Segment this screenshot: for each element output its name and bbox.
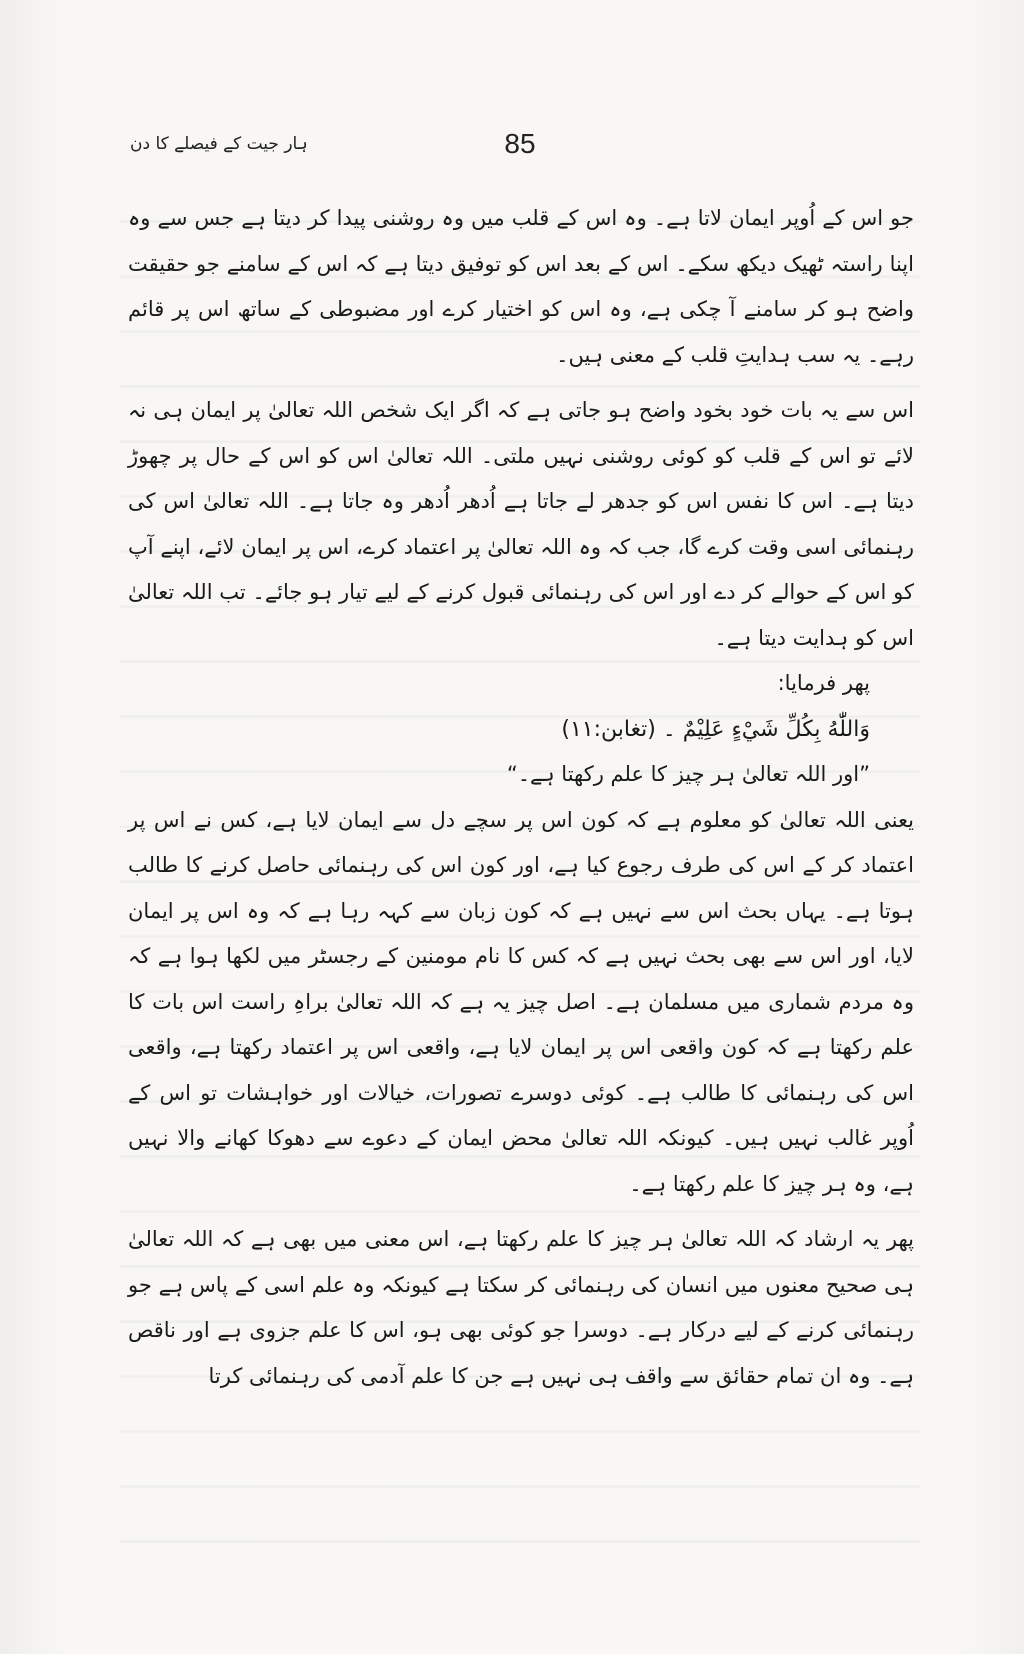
page-number: 85 [504, 128, 536, 159]
running-header [130, 128, 910, 168]
quran-verse: وَاللّٰهُ بِكُلِّ شَيْءٍ عَلِيْمٌ ۔ (تغابن:۱۱) [561, 716, 870, 742]
paragraph-2: اس سے یہ بات خود بخود واضح ہو جاتی ہے کہ اگر ایک شخص اللہ تعالیٰ پر ایمان ہی نہ لائے تو اس کے قلب کو کوئی روشنی نہیں ملتی۔ اللہ تعالیٰ اس کو اس کے حال پر چھوڑ دیتا ہے۔ اس کا نفس اس کو جدھر لے جاتا ہے اُدھر اُدھر وہ جاتا ہے۔ اللہ تعالیٰ اس کی رہنمائی اسی وقت کرے گا، جب کہ وہ اللہ تعالیٰ پر اعتماد کرے، اس پر ایمان لائے، اپنے آپ کو اس کے حوالے کر دے اور اس کی رہنمائی قبول کرنے کے لیے تیار ہو جائے۔ تب اللہ تعالیٰ اس کو ہدایت دیتا ہے۔ [128, 398, 914, 650]
quote-block [128, 661, 914, 798]
body-text [128, 196, 914, 1399]
paragraph-3: یعنی اللہ تعالیٰ کو معلوم ہے کہ کون اس پر سچے دل سے ایمان لایا ہے، کس نے اس پر اعتماد کر کے اس کی طرف رجوع کیا ہے، اور کون اس کی رہنمائی حاصل کرنے کا طالب ہوتا ہے۔ یہاں بحث اس سے نہیں ہے کہ کون زبان سے کہہ رہا ہے کہ وہ اس پر ایمان لایا، اور اس سے بھی بحث نہیں ہے کہ کس کا نام مومنین کے رجسٹر میں لکھا ہوا ہے کہ وہ مردم شماری میں مسلمان ہے۔ اصل چیز یہ ہے کہ اللہ تعالیٰ براہِ راست اس بات کا علم رکھتا ہے کہ کون واقعی اس پر ایمان لایا ہے، واقعی اس پر اعتماد رکھتا ہے، واقعی اس کی رہنمائی کا طالب ہے۔ کوئی دوسرے تصورات، خیالات اور خواہشات تو اس کے اُوپر غالب نہیں ہیں۔ کیونکہ اللہ تعالیٰ محض ایمان کے دعوے سے دھوکا کھانے والا نہیں ہے، وہ ہر چیز کا علم رکھتا ہے۔ [128, 807, 914, 1196]
paragraph-4: پھر یہ ارشاد کہ اللہ تعالیٰ ہر چیز کا علم رکھتا ہے، اس معنی میں بھی ہے کہ اللہ تعالیٰ ہی صحیح معنوں میں انسان کی رہنمائی کر سکتا ہے کیونکہ وہ علم اسی کے پاس ہے جو رہنمائی کرنے کے لیے درکار ہے۔ دوسرا جو کوئی بھی ہو، اس کا علم جزوی ہے اور ناقص ہے۔ وہ ان تمام حقائق سے واقف ہی نہیں ہے جن کا علم آدمی کی رہنمائی کرتا [128, 1227, 914, 1388]
then-said-line: پھر فرمایا: [777, 671, 870, 695]
book-title: ہار جیت کے فیصلے کا دن [130, 134, 308, 154]
paragraph-1: جو اس کے اُوپر ایمان لاتا ہے۔ وہ اس کے قلب میں وہ روشنی پیدا کر دیتا ہے جس سے وہ اپنا راستہ ٹھیک دیکھ سکے۔ اس کے بعد اس کو توفیق دیتا ہے کہ اس کے سامنے جو حقیقت واضح ہو کر سامنے آ چکی ہے، وہ اس کو اختیار کرے اور مضبوطی کے ساتھ اس پر قائم رہے۔ یہ سب ہدایتِ قلب کے معنی ہیں۔ [128, 206, 914, 367]
verse-translation: ”اور اللہ تعالیٰ ہر چیز کا علم رکھتا ہے۔“ [506, 762, 870, 786]
